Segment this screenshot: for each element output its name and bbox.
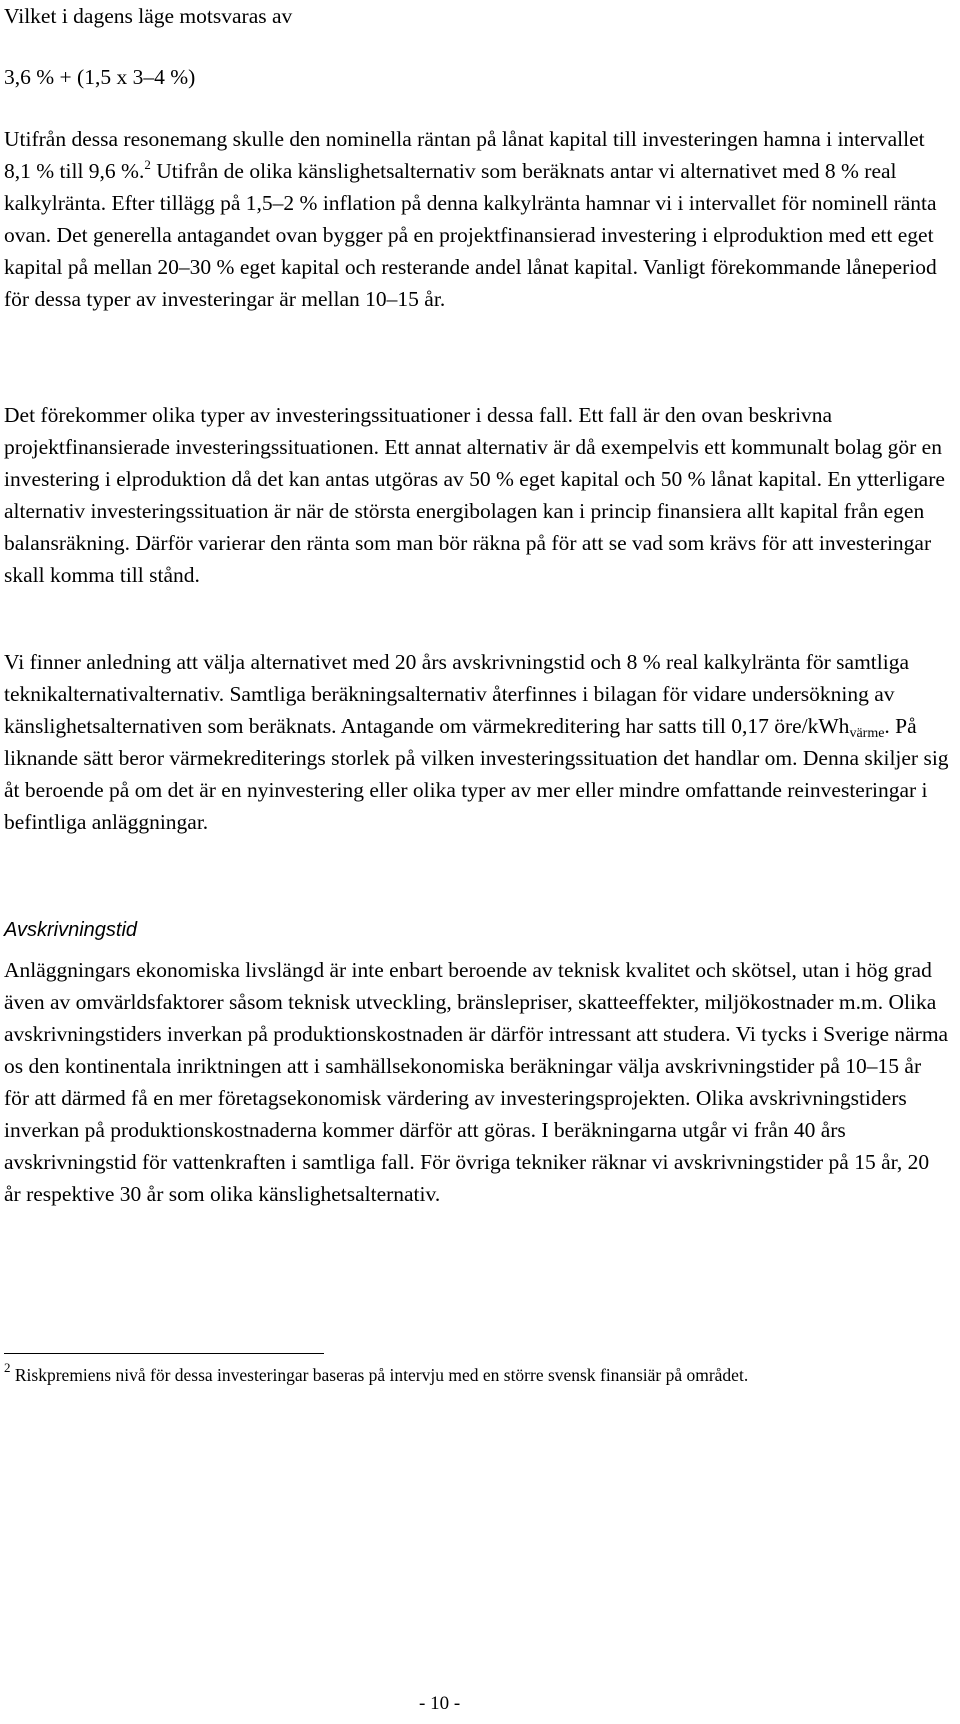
formula-line: 3,6 % + (1,5 x 3–4 %): [4, 65, 196, 89]
paragraph-text: Vi finner anledning att välja alternativet med 20 års avskrivningstid och 8 % real kalkylränta för samtliga teknikalternativalternativ. Samtliga beräkningsalternativ återfinnes i bilagan för vidare undersökning av känslighetsalternativen som beräknats. Antagande om värmekreditering har satts till 0,17 öre/kWh: [4, 650, 910, 738]
footnote-separator: [4, 1353, 324, 1354]
page-number-container: [4, 1690, 949, 1718]
subscript-varme: värme: [849, 726, 885, 741]
footnote-marker: 2: [4, 1360, 11, 1375]
paragraph-text: Utifrån dessa resonemang skulle den nominella räntan på lånat kapital till investeringen hamna i intervallet 8,1 % till 9,6 %.: [4, 127, 925, 183]
paragraph-text-continued: . På liknande sätt beror värmekrediterings storlek på vilken investeringssituation det handlar om. Denna skiljer sig åt beroende på om det är en nyinvestering eller olika typer av mer eller mindre omfattande reinvesteringar i befintliga anläggningar.: [4, 714, 949, 834]
paragraph-interest-range: [4, 123, 949, 315]
page-number: - 10 -: [419, 1693, 461, 1714]
paragraph-text-continued: Utifrån de olika känslighetsalternativ som beräknats antar vi alternativet med 8 % real kalkylränta. Efter tillägg på 1,5–2 % inflation på denna kalkylränta hamnar vi i intervallet för nominell ränta ovan. Det generella antagandet ovan bygger på en projektfinansierad investering i elproduktion med ett eget kapital på mellan 20–30 % eget kapital och resterande andel lånat kapital. Vanligt förekommande låneperiod för dessa typer av investeringar är mellan 10–15 år.: [4, 159, 937, 311]
paragraph-alternative-choice: [4, 646, 949, 838]
paragraph-investment-situations: Det förekommer olika typer av investeringssituationer i dessa fall. Ett fall är den ovan beskrivna projektfinansierade investeringssituationen. Ett annat alternativ är då exempelvis ett kommunalt bolag gör en investering i elproduktion då det kan antas utgöras av 50 % eget kapital och 50 % lånat kapital. En ytterligare alternativ investeringssituation är när de största energibolagen kan i princip finansiera allt kapital från egen balansräkning. Därför varierar den ränta som man bör räkna på för att se vad som krävs för att investeringar skall komma till stånd.: [4, 403, 945, 587]
paragraph-depreciation: Anläggningars ekonomiska livslängd är inte enbart beroende av teknisk kvalitet och skötsel, utan i hög grad även av omvärldsfaktorer såsom teknisk utveckling, bränslepriser, skatteeffekter, miljökostnader m.m. Olika avskrivningstiders inverkan på produktionskostnaden är därför intressant att studera. Vi tycks i Sverige närma os den kontinentala inriktningen att i samhällsekonomiska beräkningar välja avskrivningstider på 10–15 år för att därmed få en mer företagsekonomisk värdering av investeringsprojekten. Olika avskrivningstiders inverkan på produktionskostnaderna kommer därför att göras. I beräkningarna utgår vi från 40 års avskrivningstid för vattenkraften i samtliga fall. För övriga tekniker räknar vi avskrivningstider på 15 år, 20 år respektive 30 år som olika känslighetsalternativ.: [4, 958, 949, 1206]
footnote-text: Riskpremiens nivå för dessa investeringar baseras på intervju med en större svensk finansiär på området.: [10, 1365, 749, 1385]
footnote-reference: 2: [144, 157, 151, 172]
section-heading: Avskrivningstid: [4, 919, 138, 941]
footnote: [4, 1362, 949, 1389]
intro-line: Vilket i dagens läge motsvaras av: [4, 4, 293, 28]
